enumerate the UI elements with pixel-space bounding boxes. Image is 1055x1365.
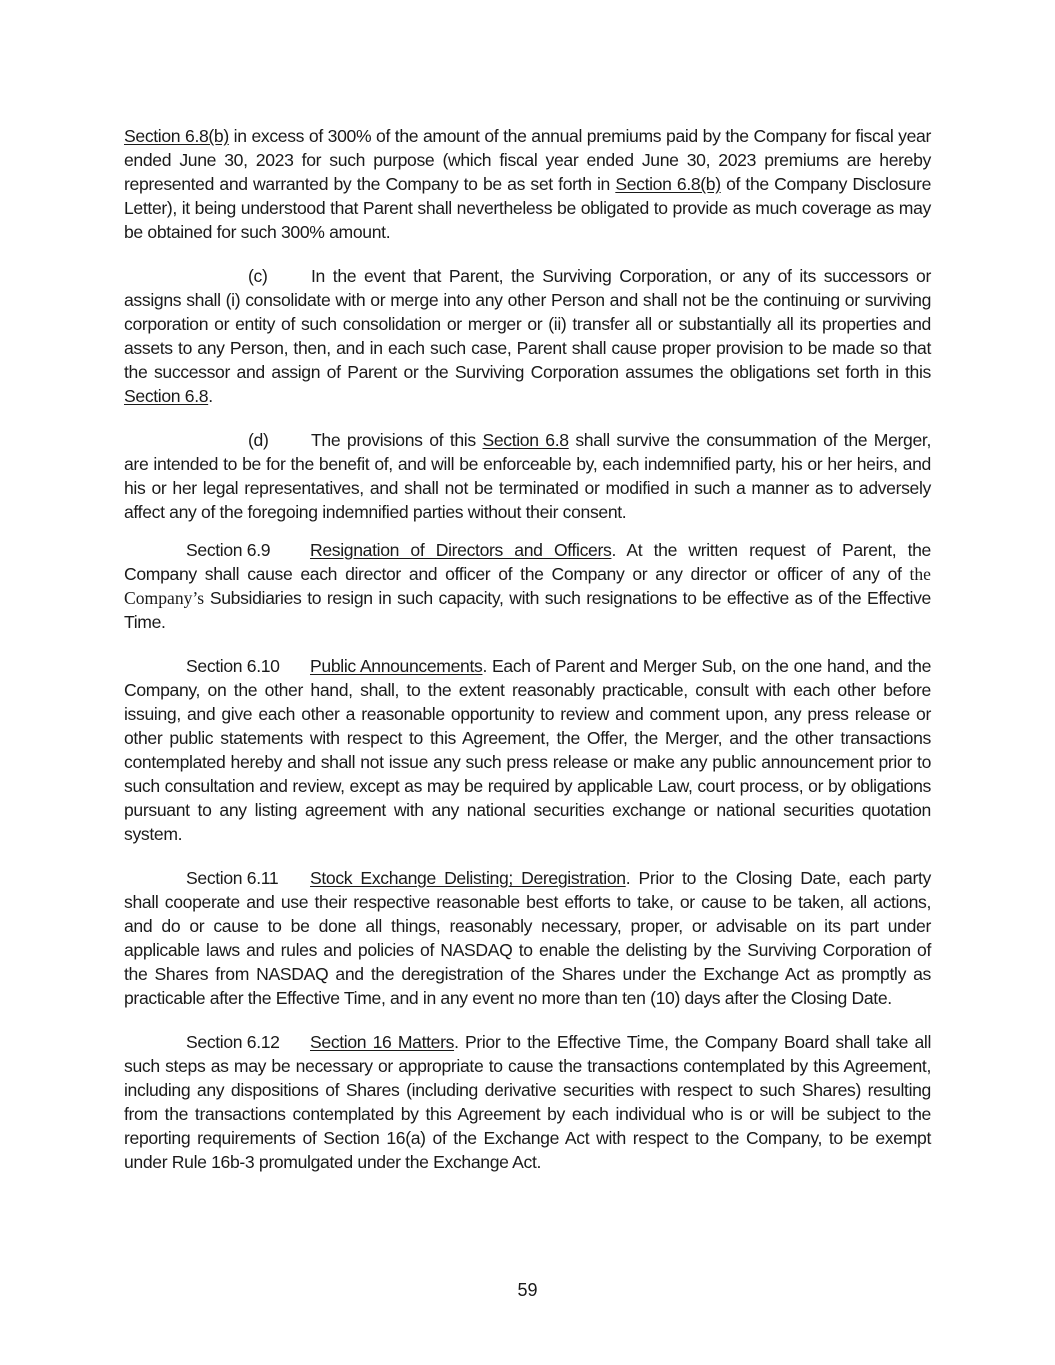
section-6-10 xyxy=(124,654,931,846)
paragraph-text: Subsidiaries to resign in such capacity, with such resignations to be effective as of the Effective Time. xyxy=(124,588,931,632)
subsection-c xyxy=(124,264,931,408)
paragraph-text: In the event that Parent, the Surviving Corporation, or any of its successors or assigns shall (i) consolidate with or merge into any other Person and shall not be the continuing or surviving corporation or entity of such consolidation or merger or (ii) transfer all or substantially all its properties and assets to any Person, then, and in each such case, Parent shall cause proper provision to be made so that the successor and assign of Parent or the Surviving Corporation assumes the obligations set forth in this xyxy=(124,266,931,382)
section-6-11 xyxy=(124,866,931,1010)
page-number: 59 xyxy=(517,1280,538,1300)
paragraph-text: in excess of 300% of the amount of the annual premiums paid by the Company for fiscal year ended June 30, 2023 for such purpose (which fiscal year ended June 30, 2023 premiums are hereby represented and warranted by the Company to be as set forth in xyxy=(124,126,931,194)
subsection-label: (c) xyxy=(248,266,268,286)
section-heading: Public Announcements xyxy=(310,656,483,676)
section-heading: Stock Exchange Delisting; Deregistration xyxy=(310,868,626,888)
paragraph-text: The provisions of this xyxy=(311,430,483,450)
cross-reference: Section 6.8(b) xyxy=(615,174,721,194)
paragraph-continuation xyxy=(124,124,931,244)
paragraph-text: . xyxy=(208,386,213,406)
paragraph-text-serif: the Company’s xyxy=(124,564,931,608)
cross-reference: Section 6.8 xyxy=(482,430,569,450)
cross-reference: Section 6.8 xyxy=(124,386,209,406)
cross-reference: Section 6.8(b) xyxy=(124,126,229,146)
section-number: Section 6.11 xyxy=(186,868,279,888)
section-number: Section 6.10 xyxy=(186,656,280,676)
paragraph-text: . Each of Parent and Merger Sub, on the one hand, and the Company, on the other hand, shall, to the extent reasonably practicable, consult with each other before issuing, and give each other a reasonable opportunity to review and comment upon, any press release or other public statements with respect to this Agreement, the Offer, the Merger, and the other transactions contemplated hereby and shall not issue any such press release or make any public announcement prior to such consultation and review, except as may be required by applicable Law, court process, or by obligations pursuant to any listing agreement with any national securities exchange or national securities quotation system. xyxy=(124,656,931,844)
subsection-label: (d) xyxy=(248,430,269,450)
section-heading: Resignation of Directors and Officers xyxy=(310,540,612,560)
paragraph-text: . Prior to the Effective Time, the Company Board shall take all such steps as may be necessary or appropriate to cause the transactions contemplated by this Agreement, including any dispositions of Shares (including derivative securities with respect to such Shares) resulting from the transactions contemplated by this Agreement by each individual who is or will be subject to the reporting requirements of Section 16(a) of the Exchange Act with respect to the Company, to be exempt under Rule 16b-3 promulgated under the Exchange Act. xyxy=(124,1032,932,1172)
section-heading: Section 16 Matters xyxy=(310,1032,455,1052)
section-number: Section 6.9 xyxy=(186,540,271,560)
subsection-d xyxy=(124,428,931,524)
paragraph-text: . Prior to the Closing Date, each party shall cooperate and use their respective reasonable best efforts to take, or cause to be taken, all actions, and do or cause to be done all things, reasonably necessary, proper, or advisable on its part under applicable laws and rules and policies of NASDAQ to enable the delisting by the Surviving Corporation of the Shares from NASDAQ and the deregistration of the Shares under the Exchange Act as promptly as practicable after the Effective Time, and in any event no more than ten (10) days after the Closing Date. xyxy=(124,868,931,1008)
paragraph-text: shall survive the consummation of the Merger, are intended to be for the benefit of, and will be enforceable by, each indemnified party, his or her heirs, and his or her legal representatives, and shall not be terminated or modified in such a manner as to adversely affect any of the foregoing indemnified parties without their consent. xyxy=(124,430,932,522)
section-6-12 xyxy=(124,1030,931,1174)
section-6-9 xyxy=(124,538,931,634)
paragraph-text: of the Company Disclosure Letter), it being understood that Parent shall nevertheless be obligated to provide as much coverage as may be obtained for such 300% amount. xyxy=(124,174,932,242)
document-body xyxy=(124,124,931,1194)
section-number: Section 6.12 xyxy=(186,1032,280,1052)
paragraph-text: . At the written request of Parent, the Company shall cause each director and officer of the Company or any director or officer of any of xyxy=(124,540,931,584)
